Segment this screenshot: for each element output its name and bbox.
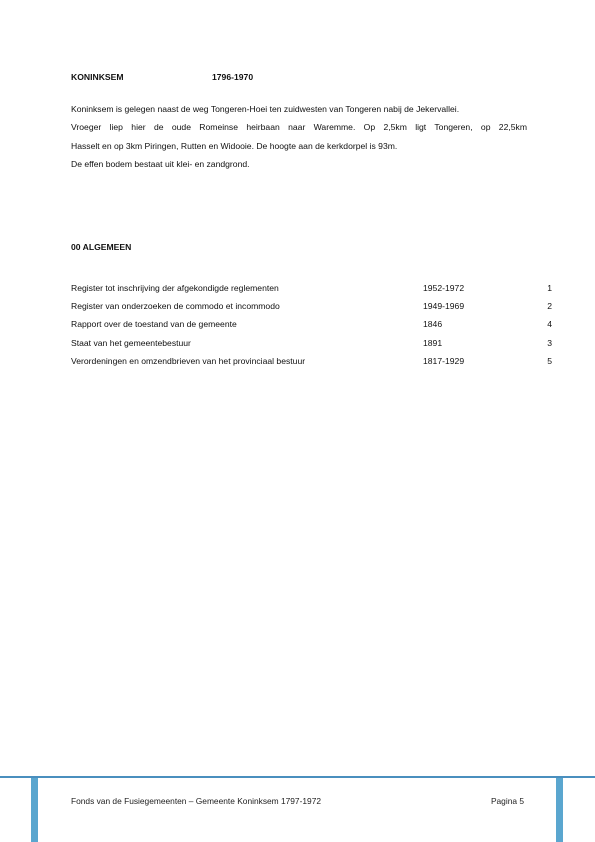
record-years: 1949-1969 <box>423 301 465 312</box>
record-title: Staat van het gemeentebestuur <box>71 337 191 348</box>
record-row <box>71 352 552 370</box>
record-title: Register van onderzoeken de commodo et incommodo <box>71 301 280 312</box>
record-row <box>71 334 552 352</box>
intro-line: Vroeger liep hier de oude Romeinse heirbaan naar Waremme. Op 2,5km ligt Tongeren, op 22,5km <box>71 122 527 133</box>
municipality-title: KONINKSEM <box>71 72 124 82</box>
footer-divider <box>0 776 595 778</box>
municipality-years: 1796-1970 <box>212 72 254 82</box>
section-heading: 00 ALGEMEEN <box>71 242 132 252</box>
footer-left-accent-bar <box>31 778 38 842</box>
intro-line: Hasselt en op 3km Piringen, Rutten en Widooie. De hoogte aan de kerkdorpel is 93m. <box>71 140 398 151</box>
intro-line: Koninksem is gelegen naast de weg Tongeren-Hoei ten zuidwesten van Tongeren nabij de Jekervallei. <box>71 104 460 114</box>
record-number: 3 <box>547 337 552 348</box>
record-number: 2 <box>547 301 552 312</box>
intro-line: De effen bodem bestaat uit klei- en zandgrond. <box>71 158 250 169</box>
record-title: Verordeningen en omzendbrieven van het provinciaal bestuur <box>71 355 306 366</box>
record-row <box>71 279 552 297</box>
record-row <box>71 315 552 333</box>
footer-page-number: Pagina 5 <box>490 796 524 806</box>
records-list <box>71 279 552 370</box>
record-years: 1891 <box>423 337 443 348</box>
record-number: 5 <box>547 355 552 366</box>
record-years: 1846 <box>423 319 443 330</box>
record-years: 1817-1929 <box>423 355 465 366</box>
intro-paragraph <box>71 100 527 173</box>
record-number: 1 <box>547 283 552 293</box>
record-row <box>71 297 552 315</box>
record-years: 1952-1972 <box>423 283 465 293</box>
record-title: Register tot inschrijving der afgekondigde reglementen <box>71 283 279 293</box>
record-title: Rapport over de toestand van de gemeente <box>71 319 237 330</box>
footer-fonds-text: Fonds van de Fusiegemeenten – Gemeente Koninksem 1797-1972 <box>71 796 322 806</box>
record-number: 4 <box>547 319 552 330</box>
footer-right-accent-bar <box>556 778 563 842</box>
